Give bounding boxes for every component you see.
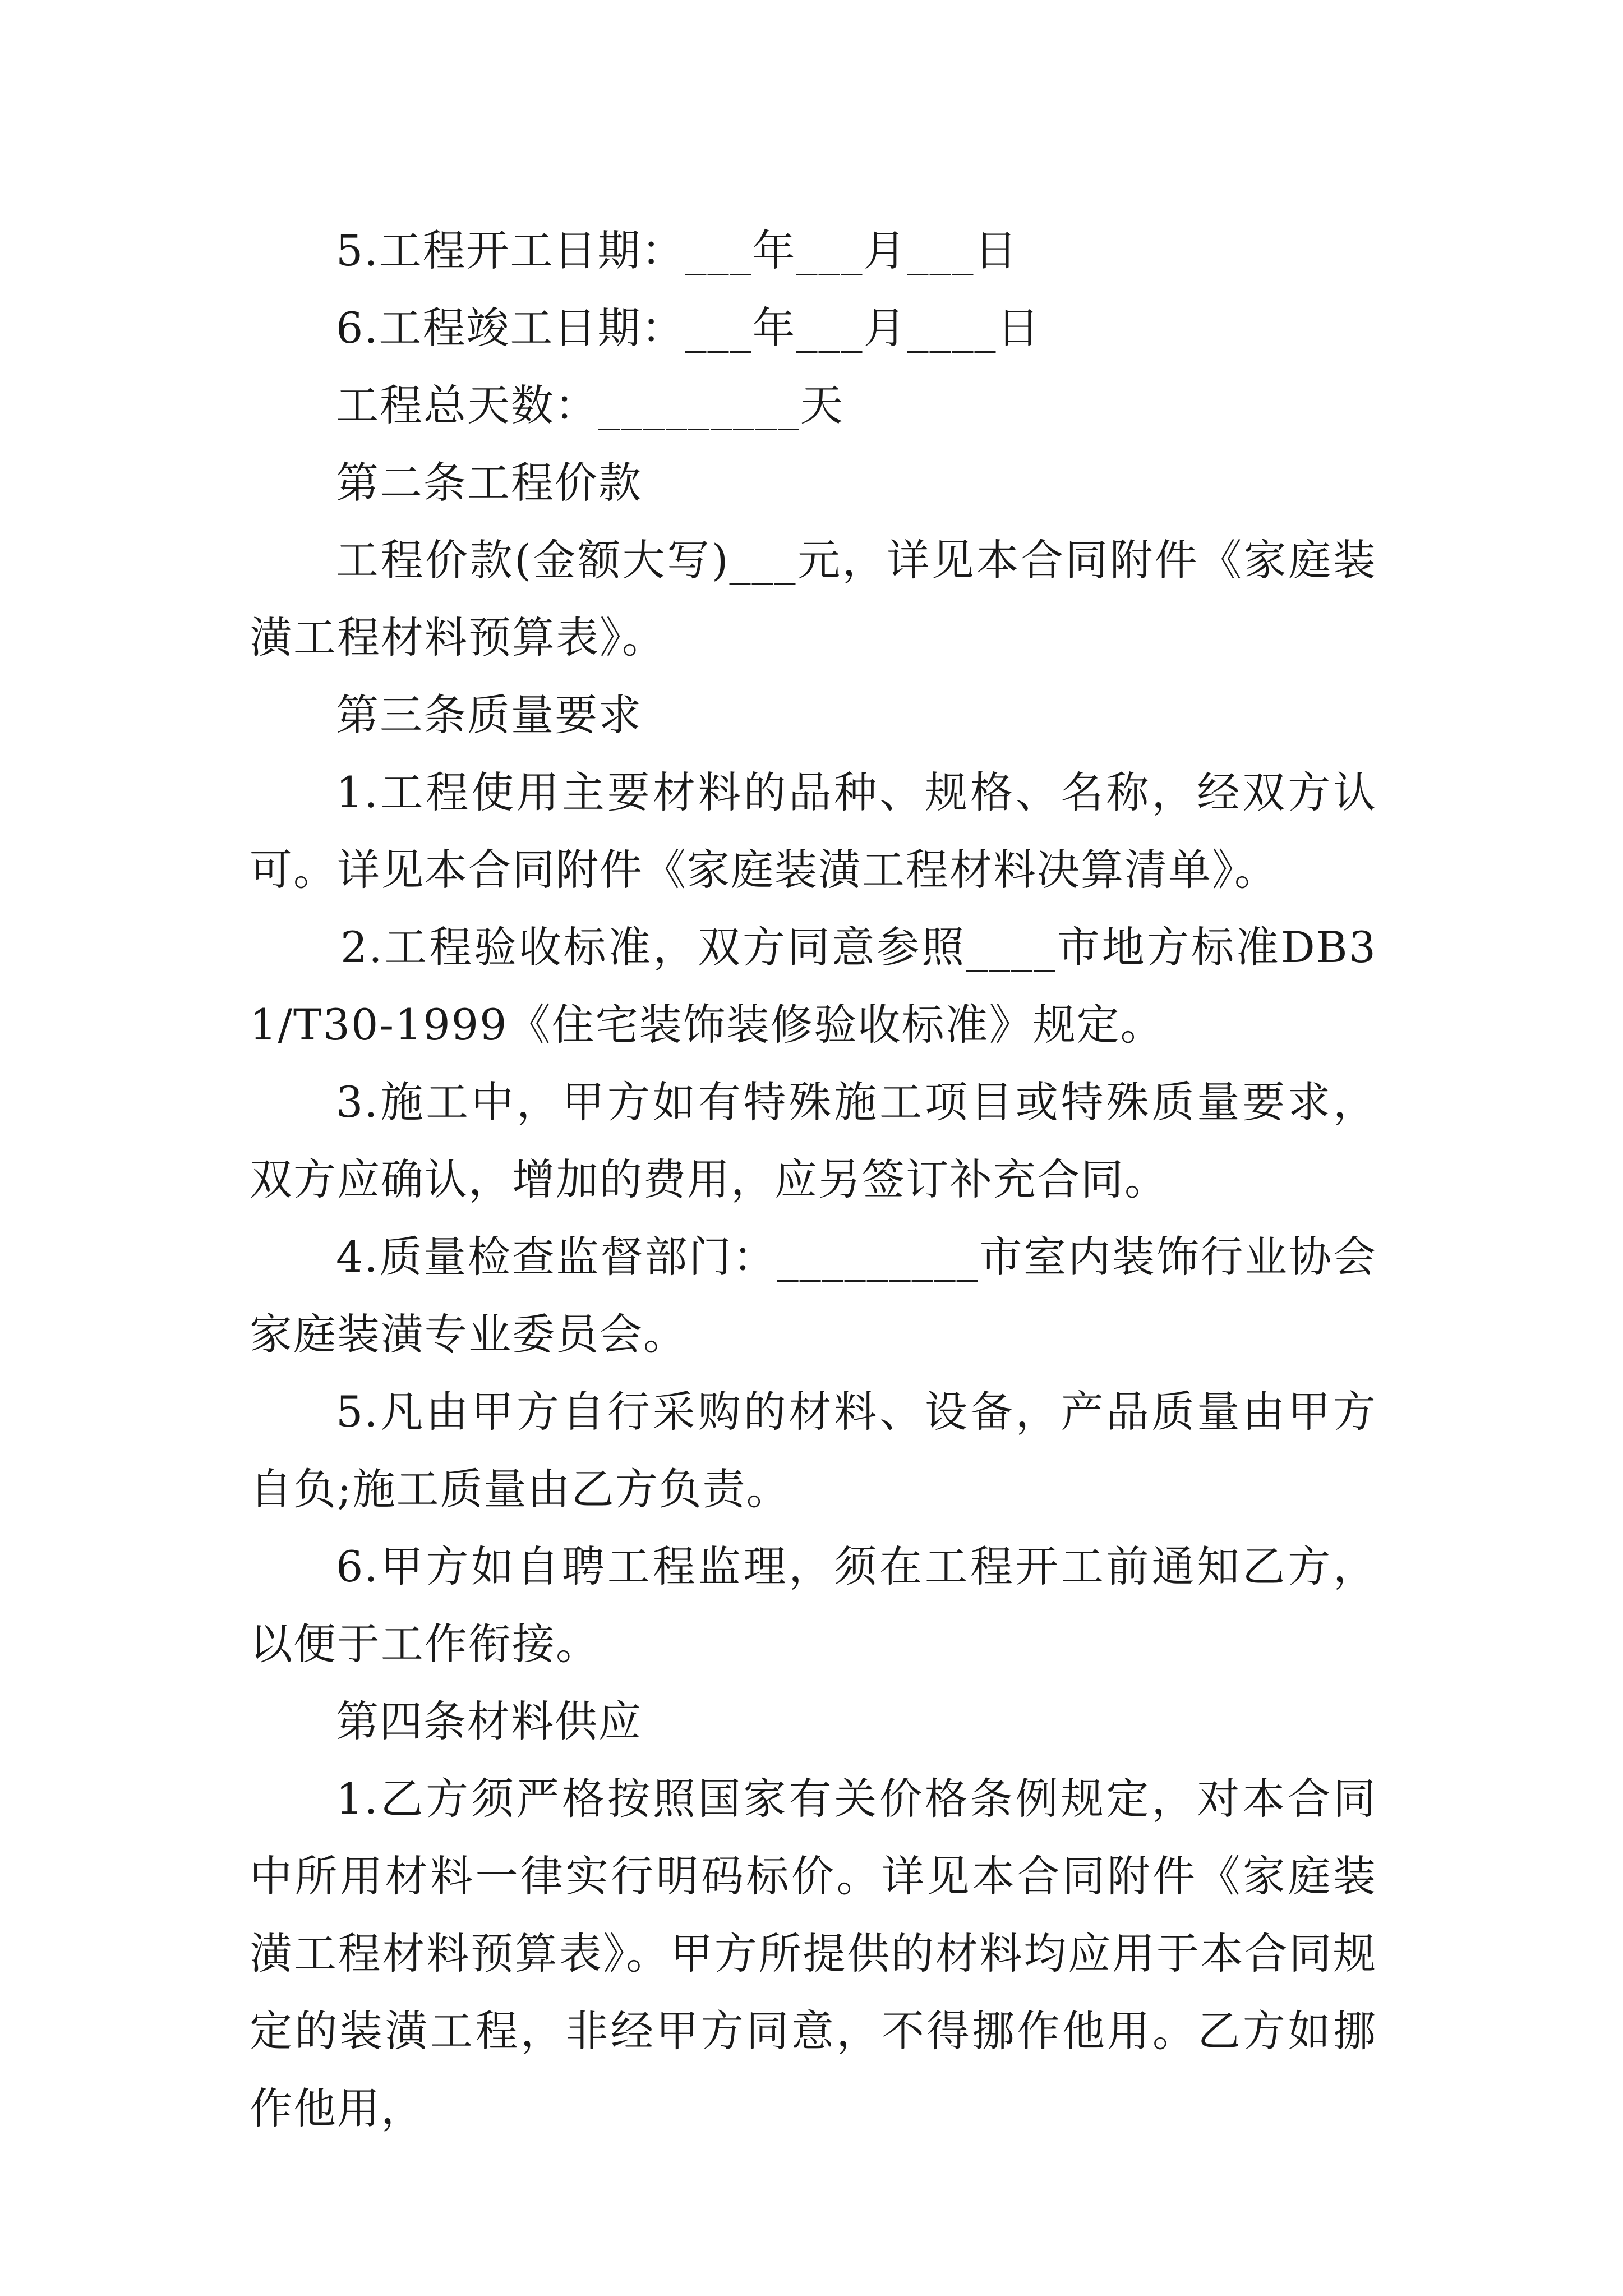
paragraph-total-days: 工程总天数：_________天 [336,380,844,430]
paragraph-quality-4: 4.质量检查监督部门：_________市室内装饰行业协会家庭装潢专业委员会。 [250,1232,1377,1359]
paragraph-completion-date: 6.工程竣工日期：___年___月____日 [336,303,1041,353]
document-body [250,212,1377,2147]
heading-article-3: 第三条质量要求 [336,690,642,740]
heading-article-4: 第四条材料供应 [336,1696,642,1746]
paragraph-project-price: 工程价款(金额大写)___元，详见本合同附件《家庭装潢工程材料预算表》。 [250,535,1377,662]
paragraph-quality-6: 6.甲方如自聘工程监理，须在工程开工前通知乙方，以便于工作衔接。 [250,1542,1377,1669]
heading-article-2: 第二条工程价款 [336,458,642,508]
paragraph-quality-1: 1.工程使用主要材料的品种、规格、名称，经双方认可。详见本合同附件《家庭装潢工程材料决算清单》。 [250,767,1377,895]
paragraph-quality-5: 5.凡由甲方自行采购的材料、设备，产品质量由甲方自负;施工质量由乙方负责。 [250,1387,1377,1514]
paragraph-quality-2: 2.工程验收标准，双方同意参照____市地方标准DB31/T30-1999《住宅装饰装修验收标准》规定。 [250,922,1377,1050]
paragraph-quality-3: 3.施工中，甲方如有特殊施工项目或特殊质量要求，双方应确认，增加的费用，应另签订补充合同。 [250,1077,1377,1204]
paragraph-start-date: 5.工程开工日期：___年___月___日 [336,226,1018,275]
paragraph-materials-1: 1.乙方须严格按照国家有关价格条例规定，对本合同中所用材料一律实行明码标价。详见本合同附件《家庭装潢工程材料预算表》。甲方所提供的材料均应用于本合同规定的装潢工程，非经甲方同意，不得挪作他用。乙方如挪作他用， [250,1774,1377,2133]
